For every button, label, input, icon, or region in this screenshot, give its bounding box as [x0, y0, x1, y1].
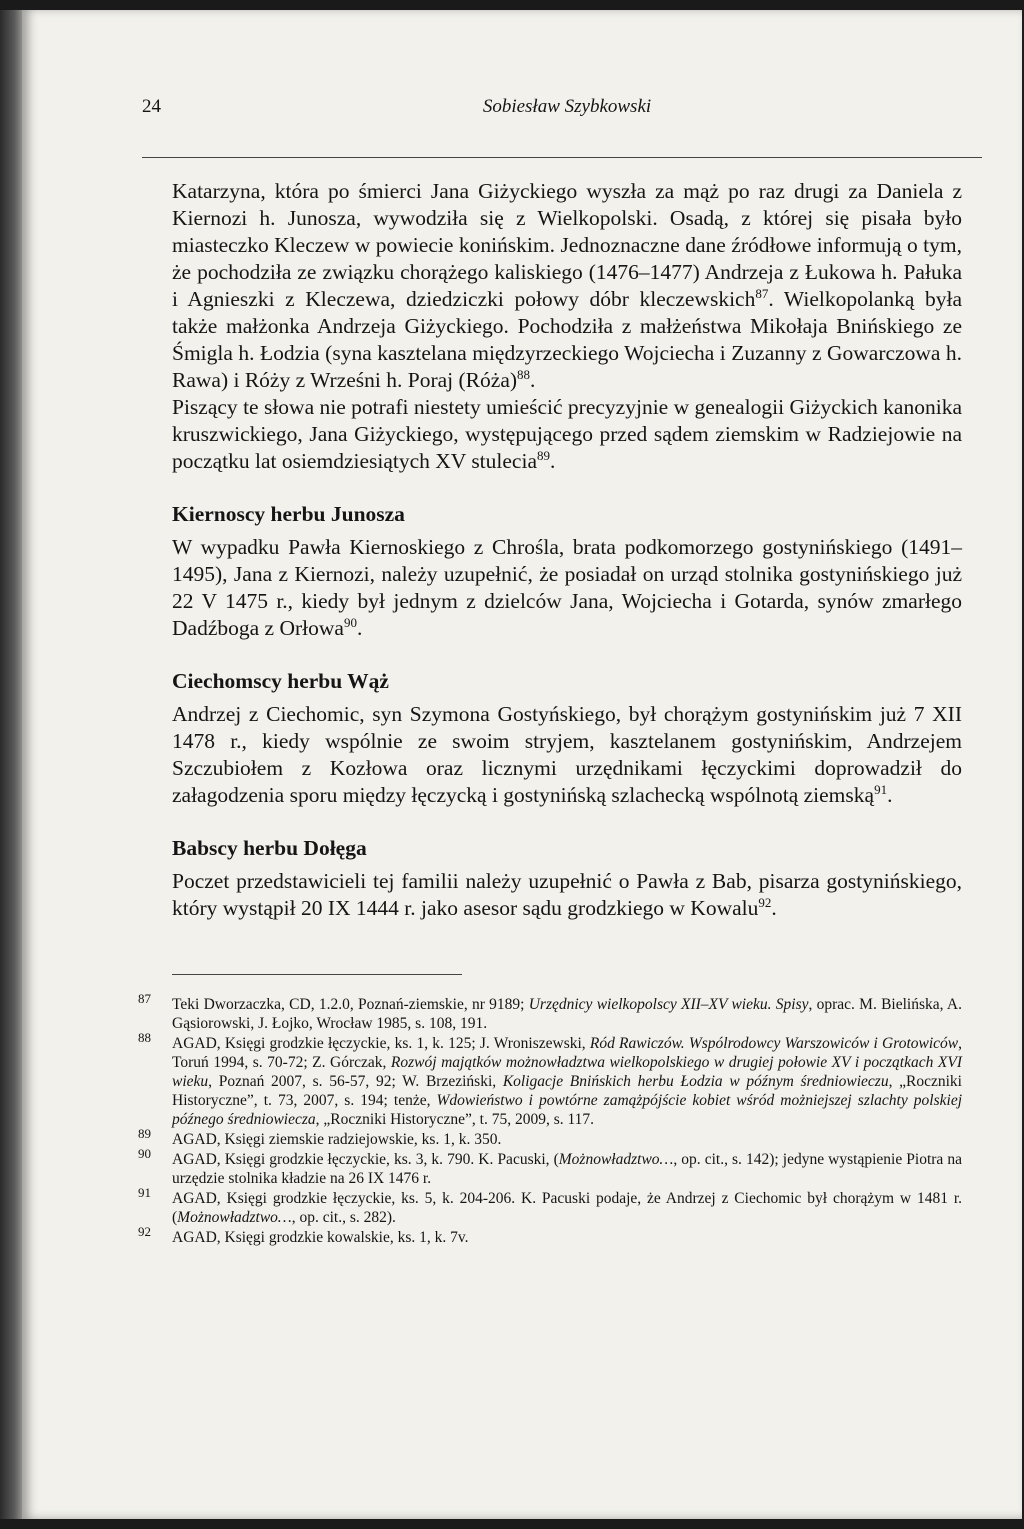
text: . — [771, 896, 777, 920]
header-rule — [142, 157, 982, 158]
text: AGAD, Księgi grodzkie łęczyckie, ks. 5, k. 204-206. K. Pacuski podaje, że Andrzej z Ciechomic był chorążym w 1481 r. ( — [172, 1190, 962, 1226]
scan-top-edge — [0, 0, 1024, 10]
text: . — [356, 616, 363, 640]
text: W wypadku Pawła Kiernoskiego z Chrośla, brata podkomorzego gostynińskiego (1491–1495), Jana z Kiernozi, należy uzupełnić, że posiadał on urząd stolnika gostynińskiego już 22 V 1475 r., kiedy był jednym z dzielców Jana, Wojciecha i Gotarda, synów zmarłego Dadźboga z Orłowa — [172, 535, 962, 640]
text: , oprac. M. Bielińska, A. Gąsiorowski, J. Łojko, Wrocław 1985, s. 108, 191. — [172, 996, 962, 1032]
text: AGAD, Księgi grodzkie łęczyckie, ks. 1, k. 125; J. Wroniszewski, — [172, 1035, 590, 1052]
text: . — [550, 449, 556, 473]
footnote-ref[interactable]: 91 — [874, 781, 888, 797]
page-content — [142, 96, 963, 1248]
text: Teki Dworzaczka, CD, 1.2.0, Poznań-ziemskie, nr 9189; — [172, 996, 529, 1013]
text: . — [887, 783, 893, 807]
running-title: Sobiesław Szybkowski — [482, 96, 652, 117]
paragraph — [172, 394, 962, 475]
text: Możnowładztwo… — [177, 1209, 292, 1226]
section-heading: Babscy herbu Dołęga — [172, 836, 367, 860]
paragraph — [172, 178, 962, 394]
text: Katarzyna, która po śmierci Jana Giżyckiego wyszła za mąż po raz drugi za Daniela z Kiernozi h. Junosza, wywodziła się z Wielkopolski. Osadą, z której się pisała było miasteczko Kleczew w powiecie konińskim. Jednoznaczne dane źródłowe informują o tym, że pochodziła ze związku chorążego kaliskiego (1476–1477) Andrzeja z Łukowa h. Pałuka i Agnieszki z Kleczewa, dziedziczki połowy dóbr kleczewskich — [172, 179, 962, 311]
paragraph — [172, 701, 962, 809]
text: Piszący te słowa nie potrafi niestety umieścić precyzyjnie w genealogii Giżyckich kanonika kruszwickiego, Jana Giżyckiego, występującego przed sądem ziemskim w Radziejowie na początku lat osiemdziesiątych XV stulecia — [172, 395, 962, 473]
footnote-ref[interactable]: 92 — [758, 894, 772, 910]
footnote-90 — [172, 1150, 962, 1188]
footnote-ref[interactable]: 90 — [343, 614, 357, 630]
page-number: 24 — [142, 96, 161, 117]
section-heading: Kiernoscy herbu Junosza — [172, 502, 405, 526]
text: , op. cit., s. 142); jedyne wystąpienie Piotra na urzędzie stolnika kładzie na 26 IX 1476 r. — [172, 1151, 962, 1187]
body-text — [172, 178, 962, 922]
section-heading: Ciechomscy herbu Wąż — [172, 669, 389, 693]
text: , „Roczniki Historyczne”, t. 75, 2009, s. 117. — [315, 1111, 595, 1128]
running-header — [142, 96, 962, 126]
paragraph — [172, 868, 962, 922]
text: AGAD, Księgi grodzkie kowalskie, ks. 1, k. 7v. — [172, 1229, 469, 1246]
footnote-ref[interactable]: 88 — [517, 366, 531, 382]
text: Poczet przedstawicieli tej familii należy uzupełnić o Pawła z Bab, pisarza gostynińskiego, który wystąpił 20 IX 1444 r. jako asesor sądu grodzkiego w Kowalu — [172, 869, 962, 920]
text: Ród Rawiczów. Wspólrodowcy Warszowiców i Grotowiców — [589, 1035, 959, 1052]
paragraph — [172, 534, 962, 642]
text: , Toruń 1994, s. 70-72; Z. Górczak, — [172, 1035, 962, 1071]
text: AGAD, Księgi grodzkie łęczyckie, ks. 3, k. 790. K. Pacuski, ( — [172, 1151, 559, 1168]
text: Andrzej z Ciechomic, syn Szymona Gostyńskiego, był chorążym gostynińskim już 7 XII 1478 r., kiedy wspólnie ze swoim stryjem, kasztelanem gostynińskim, Andrzejem Szczubiołem z Kozłowa oraz licznymi urzędnikami łęczyckimi doprowadził do załagodzenia sporu między łęczycką i gostynińską szlachecką wspólnotą ziemską — [172, 702, 962, 807]
footnote-91 — [172, 1189, 962, 1227]
footnote-ref[interactable]: 89 — [537, 447, 550, 463]
text: Urzędnicy wielkopolscy XII–XV wieku. Spisy — [528, 996, 809, 1013]
footnote-ref[interactable]: 87 — [755, 285, 769, 301]
text: Wdowieństwo i powtórne zamążpójście kobiet wśród możniejszej szlachty polskiej późnego średniowiecza — [172, 1092, 963, 1128]
text: . — [530, 368, 536, 392]
text: , op. cit., s. 282). — [291, 1209, 396, 1226]
footnote-89 — [172, 1130, 962, 1149]
text: , „Roczniki Historyczne”, t. 73, 2007, s. 194; tenże, — [172, 1073, 962, 1109]
text: Rozwój majątków możnowładztwa wielkopolskiego w drugiej połowie XV i początkach XVI wieku — [172, 1054, 962, 1090]
text: Koligacje Bnińskich herbu Łodzia w późnym średniowieczu — [502, 1073, 889, 1090]
text: AGAD, Księgi ziemskie radziejowskie, ks. 1, k. 350. — [172, 1131, 502, 1148]
footnote-rule — [172, 974, 462, 975]
footnote-88 — [172, 1034, 962, 1129]
text: . Wielkopolanką była także małżonka Andrzeja Giżyckiego. Pochodziła z małżeństwa Mikołaja Bnińskiego ze Śmigla h. Łodzia (syna kasztelana międzyrzeckiego Wojciecha i Zuzanny z Gowarczowa h. Rawa) i Róży z Wrześni h. Poraj (Róża) — [172, 287, 963, 392]
footnote-92 — [172, 1228, 962, 1247]
scan-bottom-edge — [0, 1519, 1024, 1529]
text: , Poznań 2007, s. 56-57, 92; W. Brzeziński, — [208, 1073, 503, 1090]
footnote-87 — [172, 995, 962, 1033]
footnotes — [172, 995, 962, 1247]
text: Możnowładztwo… — [558, 1151, 674, 1168]
